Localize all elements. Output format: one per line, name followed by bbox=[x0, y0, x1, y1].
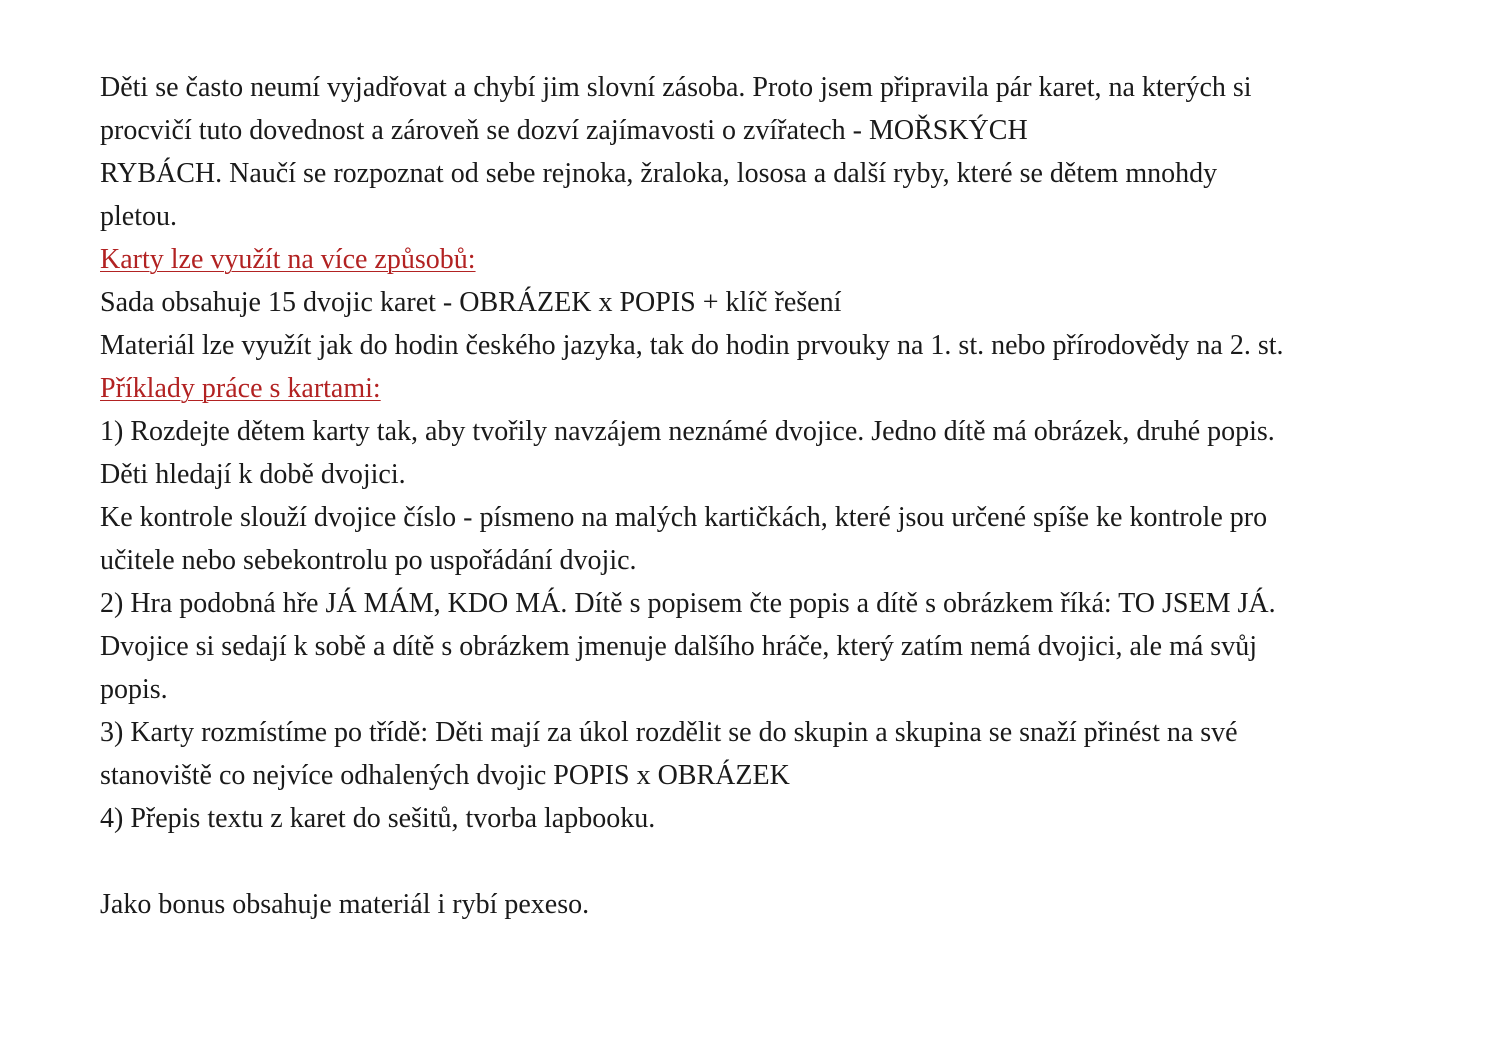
example-4-line: 4) Přepis textu z karet do sešitů, tvorba lapbooku. bbox=[100, 803, 656, 834]
example-1-line-2: Děti hledají k době dvojici. bbox=[100, 459, 406, 490]
example-1-line-4: učitele nebo sebekontrolu po uspořádání dvojic. bbox=[100, 545, 637, 576]
example-2-line-2: Dvojice si sedají k sobě a dítě s obrázkem jmenuje dalšího hráče, který zatím nemá dvojici, ale má svůj bbox=[100, 631, 1257, 662]
intro-line-1: Děti se často neumí vyjadřovat a chybí jim slovní zásoba. Proto jsem připravila pár karet, na kterých si bbox=[100, 72, 1252, 103]
examples-heading-line bbox=[100, 367, 1420, 410]
example-3-line-1: 3) Karty rozmístíme po třídě: Děti mají za úkol rozdělit se do skupin a skupina se snaží přinést na své bbox=[100, 717, 1238, 748]
example-2-line-3: popis. bbox=[100, 674, 168, 705]
example-1-line-1: 1) Rozdejte dětem karty tak, aby tvořily navzájem neznámé dvojice. Jedno dítě má obrázek, druhé popis. bbox=[100, 416, 1275, 447]
document-page bbox=[100, 66, 1420, 926]
uses-heading-line bbox=[100, 238, 1420, 281]
bonus-text: Jako bonus obsahuje materiál i rybí pexeso. bbox=[100, 889, 590, 920]
blank-spacer bbox=[100, 840, 1420, 883]
uses-heading: Karty lze využít na více způsobů: bbox=[100, 244, 476, 275]
material-use-text: Materiál lze využít jak do hodin českého jazyka, tak do hodin prvouky na 1. st. nebo přírodovědy na 2. st. bbox=[100, 330, 1284, 361]
set-contents-text: Sada obsahuje 15 dvojic karet - OBRÁZEK x POPIS + klíč řešení bbox=[100, 287, 842, 318]
intro-line-4: pletou. bbox=[100, 201, 177, 232]
example-2-line-1: 2) Hra podobná hře JÁ MÁM, KDO MÁ. Dítě s popisem čte popis a dítě s obrázkem říká: TO JSEM JÁ. bbox=[100, 588, 1276, 619]
intro-line-2: procvičí tuto dovednost a zároveň se dozví zajímavosti o zvířatech - MOŘSKÝCH bbox=[100, 115, 1028, 146]
example-1-line-3: Ke kontrole slouží dvojice číslo - písmeno na malých kartičkách, které jsou určené spíše ke kontrole pro bbox=[100, 502, 1268, 533]
example-3-line-2: stanoviště co nejvíce odhalených dvojic POPIS x OBRÁZEK bbox=[100, 760, 790, 791]
examples-heading: Příklady práce s kartami: bbox=[100, 373, 381, 404]
intro-line-3: RYBÁCH. Naučí se rozpoznat od sebe rejnoka, žraloka, lososa a další ryby, které se dětem mnohdy bbox=[100, 158, 1218, 189]
